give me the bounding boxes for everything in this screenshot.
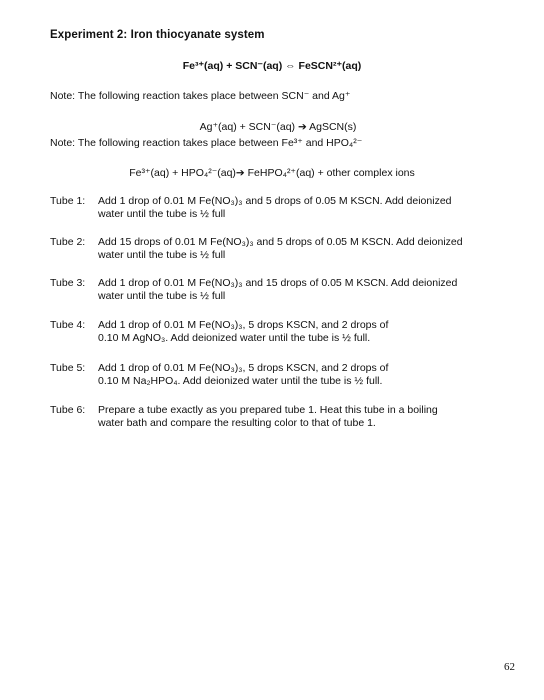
tube-text-line: Add 1 drop of 0.01 M Fe(NO₃)₃, 5 drops KSCN, and 2 drops of bbox=[98, 319, 389, 331]
silver-thiocyanate-equation: Ag⁺(aq) + SCN⁻(aq) ➔ AgSCN(s) bbox=[199, 121, 357, 133]
tube-text-line: water bath and compare the resulting color to that of tube 1. bbox=[98, 417, 376, 429]
tube-text-line: 0.10 M AgNO₃. Add deionized water until the tube is ½ full. bbox=[98, 332, 371, 344]
tube-text-line: Add 1 drop of 0.01 M Fe(NO₃)₃ and 5 drops of 0.05 M KSCN. Add deionized bbox=[98, 195, 452, 207]
note-silver-reaction: Note: The following reaction takes place between SCN⁻ and Ag⁺ bbox=[50, 90, 351, 102]
tube-label: Tube 3: bbox=[50, 277, 86, 289]
tube-text-line: Add 15 drops of 0.01 M Fe(NO₃)₃ and 5 drops of 0.05 M KSCN. Add deionized bbox=[98, 236, 463, 248]
page-number: 62 bbox=[504, 661, 515, 673]
tube-label: Tube 1: bbox=[50, 195, 86, 207]
tube-text-line: Prepare a tube exactly as you prepared tube 1. Heat this tube in a boiling bbox=[98, 404, 438, 416]
tube-text-line: water until the tube is ½ full bbox=[98, 208, 226, 220]
tube-label: Tube 2: bbox=[50, 236, 86, 248]
tube-label: Tube 6: bbox=[50, 404, 86, 416]
tube-text-line: Add 1 drop of 0.01 M Fe(NO₃)₃, 5 drops KSCN, and 2 drops of bbox=[98, 362, 389, 374]
tube-text-line: 0.10 M Na₂HPO₄. Add deionized water until the tube is ½ full. bbox=[98, 375, 383, 387]
experiment-heading: Experiment 2: Iron thiocyanate system bbox=[50, 29, 265, 41]
main-equilibrium-equation: Fe³⁺(aq) + SCN⁻(aq) ⇔ FeSCN²⁺(aq) bbox=[182, 60, 362, 72]
note-phosphate-reaction: Note: The following reaction takes place between Fe³⁺ and HPO₄²⁻ bbox=[50, 137, 363, 149]
tube-text-line: water until the tube is ½ full bbox=[98, 249, 226, 261]
tube-label: Tube 4: bbox=[50, 319, 86, 331]
iron-phosphate-equation: Fe³⁺(aq) + HPO₄²⁻(aq)➔ FeHPO₄²⁺(aq) + other complex ions bbox=[129, 167, 415, 179]
tube-text-line: Add 1 drop of 0.01 M Fe(NO₃)₃ and 15 drops of 0.05 M KSCN. Add deionized bbox=[98, 277, 458, 289]
tube-text-line: water until the tube is ½ full bbox=[98, 290, 226, 302]
tube-label: Tube 5: bbox=[50, 362, 86, 374]
